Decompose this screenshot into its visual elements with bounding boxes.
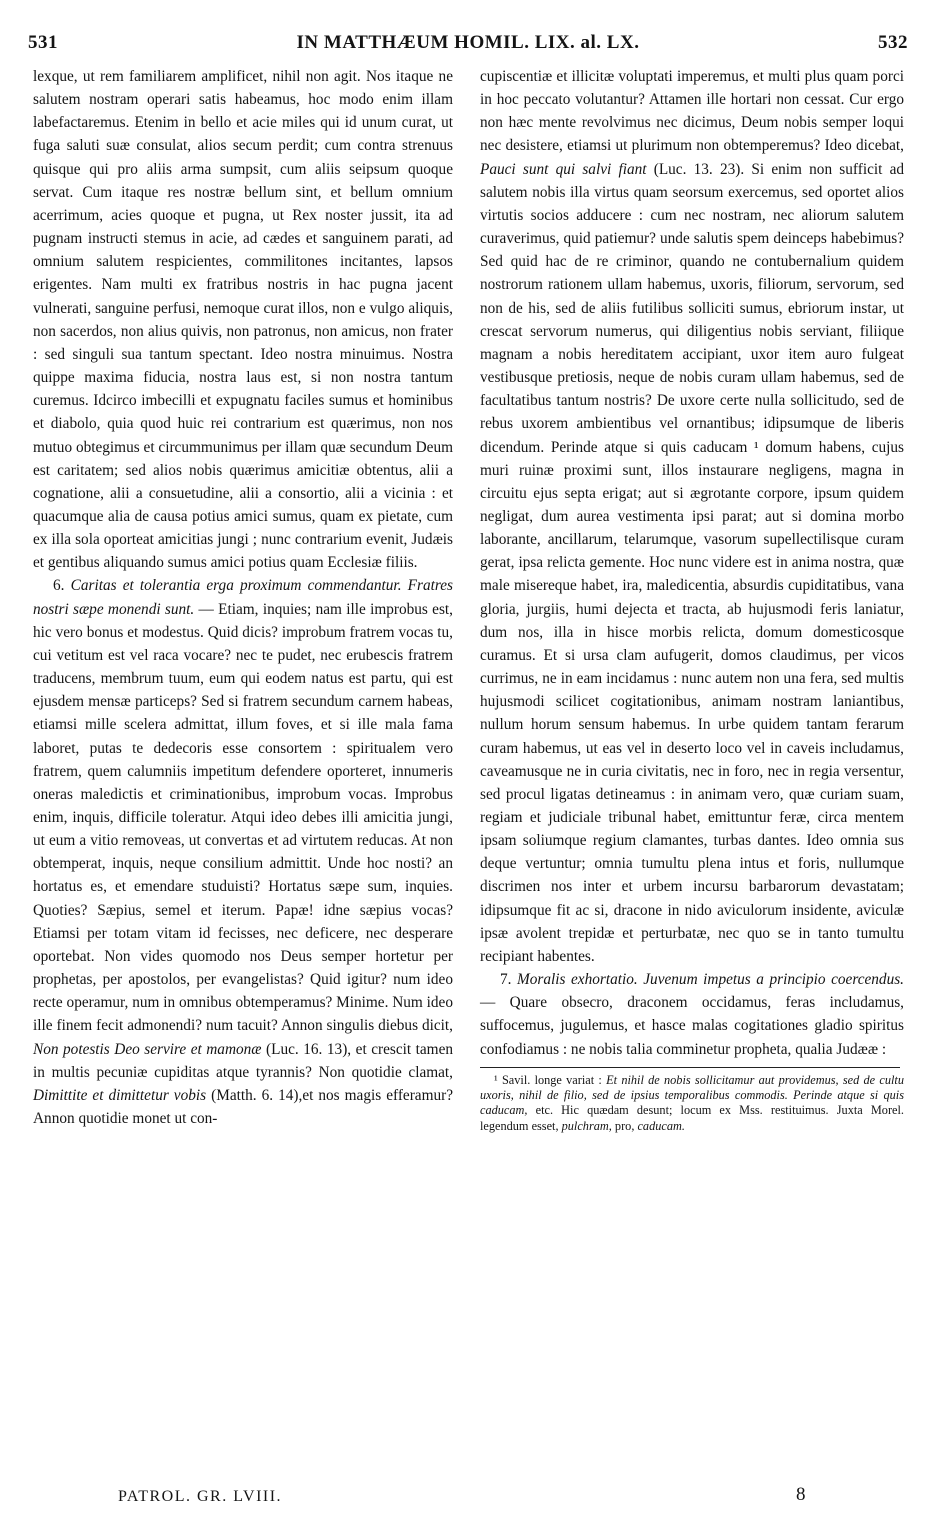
section-6-text-b: et crescit tamen in multis pecuniæ cupiditas atque tyrannis? Non quotidie clamat, [33, 1040, 454, 1081]
right-paragraph [480, 65, 904, 968]
footnote-word-1: pulchram, [561, 1118, 612, 1133]
left-column [33, 65, 453, 1130]
scripture-quote-1: Non potestis Deo servire et mamonæ [33, 1040, 262, 1058]
page-number-left: 531 [28, 32, 58, 53]
footnote-text-a: ¹ Savil. longe variat : [494, 1072, 602, 1087]
section-7 [480, 968, 904, 1061]
footnote-divider [480, 1067, 900, 1068]
footnote-text-e: pro, [614, 1118, 635, 1133]
page-number-right: 532 [878, 32, 908, 53]
scripture-quote-2: Dimittite et dimittetur vobis [33, 1086, 207, 1104]
scripture-ref-1: (Luc. 16. 13), [266, 1040, 352, 1058]
section-6-text-a: — Etiam, inquies; nam ille improbus est, hic vero bonus et modestus. Quid dicis? improbum fratrem vocas tu, cui vetitum est vel raca vocare? nec te pudet, nec erubescis fratrem traducens, membrum tuum, eum qui eodem natus est partu, qui est ejusdem mensæ particeps? Sed si fratrem secundum carnem habeas, etiamsi mille scelera admittat, illum foves, et si ille mala fama laboret, putas te dedecoris esse consortem : spiritualem vero fratrem, quem calumniis impetitum defendere oporteret, innumeris oneras maledictis et criminationibus, improbum vocas. Improbus enim, inquis, difficile toleratur. Atqui ideo debes illi amicitia jungi, ut eum a vitio removeas, ut convertas et ad virtutem reducas. At non obtemperat, inquis, neque consilium admittit. Unde hoc nosti? an hortatus es, et emendare studuisti? Hortatus sæpe sum, inquies. Quoties? Sæpius, semel et iterum. Papæ! idne sæpius vocas? Etiamsi per totam vitam id fecisses, nec deficere, nec desperare oportebat. Non vides quomodo nos Deus semper hortetur per prophetas, per apostolos, per evangelistas? Quid igitur? num ideo recte operamur, num in omnibus obtemperamus? Minime. Num ideo ille finem fecit admonendi? num tacuit? Annon singulis diebus dicit, [33, 600, 453, 1035]
section-6-text-c: et nos magis efferamur? Annon quotidie monet ut con- [33, 1086, 454, 1128]
footnote-word-2: caducam. [637, 1118, 685, 1133]
right-text-a: cupiscentiæ et illicitæ voluptati imperemus, et multi plus quam porci in hoc peccato volutantur? Attamen ille hortari non cessat. Cur ergo non hæc mente revolvimus nec dicimus, Deum nobis semper loqui nec desistere, etiamsi ut plurimum non obtemperemus? Ideo dicebat, [480, 68, 904, 155]
running-header [28, 32, 908, 60]
running-title: IN MATTHÆUM HOMIL. LIX. al. LX. [296, 32, 640, 53]
footnote-text-c: etc. Hic quædam desunt; locum ex Mss. restituimus. Juxta Morel. legendum esset, [480, 1103, 904, 1133]
right-text-b: Si enim non sufficit ad salutem nobis illa virtus quam seorsum exercemus, sed oportet alios virtutis socios adducere : cum nec nostram, nec aliorum salutem curaverimus, quid patiemur? unde salutis spem deinceps habebimus? Sed quid hac de re criminor, quando ne contubernalium quidem nostrorum rationem ullam habemus, uxoris, filiorum, servorum, sed non de his, sed de aliis futilibus solliciti sumus, ebriorum instar, ut crescat servorum numerus, qui diligentius nobis serviant, filiique magnam a nobis hereditatem accipiant, uxor item auro fulgeat vestibusque pretiosis, neque de nobis curam ullam habemus, sed de facultatibus tantum nostris? De uxore certe nulla sollicitudo, sed de rebus uxorem ambientibus vel ornantibus; idipsumque de liberis dicendum. Perinde atque si quis caducam ¹ domum habens, cujus muri ruinæ proximi sunt, illos instaurare negligens, magna in circuitu ejus septa erigat; aut si ægrotante corpore, ipsum quidem negligat, dum aurea vestimenta ipsi parat; aut si domina morbo laborante, ancillarum, telarumque, vasorum supellectilisque curam gerat, ipsa relicta gemente. Hoc nunc videre est in anima nostra, quæ male misereque habet, ira, maledicentia, absurdis cupiditatibus, vana gloria, jurgiis, humi dejecta et tracta, ab hujusmodi feris laniatur, dum nos, illa in hisce morbis relicta, domum domesticosque curamus. Et si ursa clam aufugerit, domos claudimus, per vicos currimus, ne in eam incidamus : nunc autem non una fera, sed multis hujusmodi scilicet cogitationibus, animam nostram laniantibus, nullum horum sensum habemus. In urbe quidem tantam ferarum curam habemus, ut eas vel in deserto loco vel in caveis includamus, caveamusque ne in curia civitatis, nec in foro, nec in regia versentur, sed procul ligatas detineamus : in animam vero, quæ curiam suam, regiam et judiciale tribunal habet, emittuntur feræ, circa mentem ipsam soliumque regium clamantes, turbas dantes. Ideo omnia sus deque vertuntur; omnia tumultu plena intus et foris, nullumque discrimen nos inter et urbem incursu barbarorum devastatam; idipsumque fit ac si, dracone in nido aviculorum insidente, aviculæ ipsæ avolent trepidæ et perturbatæ, nec quo se in tanto tumultu recipiant habentes. [480, 160, 905, 965]
sheet-number: 8 [796, 1484, 806, 1505]
left-paragraph: lexque, ut rem familiarem amplificet, nihil non agit. Nos itaque ne salutem nostram operari satis habeamus, hoc modo enim illam labefactaremus. Etenim in bello et acie miles qui id unum curat, ut fuga saluti suæ consulat, alios secum perdit; cum contra strenuus quisque qui pro aliis arma sumpsit, cum aliis seipsum quoque servat. Cum itaque res nostræ bellum sint, et bellum omnium acerrimum, acies quoque et pugna, ut Rex noster jussit, ita ad pugnam instructi stemus in acie, ad cædes et sanguinem parati, ad omnium salutem respicientes, commilitones incitantes, lapsos erigentes. Nam multi ex fratribus nostris in hac pugna jacent vulnerati, sanguine perfusi, nemoque curat illos, non e vulgo aliquis, non sacerdos, non alius quivis, non patronus, non amicus, non frater : sed singuli sua tantum spectant. Ideo nostra minuimus. Nostra quippe maxima fiducia, nostra laus est, si non nostra tantum curemus. Idcirco imbecilli et expugnatu faciles sumus et hominibus et diabolo, quia quod huic rei contrarium est quærimus, non nos mutuo obtegimus et circummunimus per illam quæ secundum Deum est caritatem; sed alios nobis quærimus amicitiæ obtentus, alii a cognatione, alii a consuetudine, alii a consortio, alii a vicinia : et quacumque alia de causa potius amici sumus, quam ex pietate, cum ex illa sola oporteat amicitias jungi ; nunc contrarium evenit, Judæis et gentibus aliquando sumus amici potius quam Ecclesiæ filiis. [33, 68, 453, 572]
section-6 [33, 574, 453, 1130]
section-6-heading: Caritas et tolerantia erga proximum commendantur. Fratres nostri sæpe monendi sunt. [33, 577, 453, 618]
footnote-quote: Et nihil de nobis sollicitamur aut providemus, sed de cultu uxoris, nihil de filio, sed de ipsius temporalibus commodis. Perinde atque si quis caducam, [480, 1072, 904, 1118]
section-7-text: — Quare obsecro, draconem occidamus, feras includamus, suffocemus, jugulemus, et hasce malas cogitationes gladio spiritus confodiamus : ne nobis talia comminetur propheta, qualia Judææ : [480, 994, 904, 1058]
scripture-quote-3: Pauci sunt qui salvi fiant [480, 160, 647, 178]
footnote [480, 1073, 904, 1134]
scripture-ref-2: (Matth. 6. 14), [211, 1086, 303, 1104]
scripture-ref-3: (Luc. 13. 23). [653, 160, 745, 178]
printer-signature: PATROL. GR. LVIII. [118, 1488, 283, 1505]
right-column [480, 65, 904, 1134]
section-7-number: 7. [500, 971, 512, 989]
section-7-heading: Moralis exhortatio. Juvenum impetus a principio coercendus. [517, 971, 905, 989]
section-6-number: 6. [53, 577, 65, 595]
